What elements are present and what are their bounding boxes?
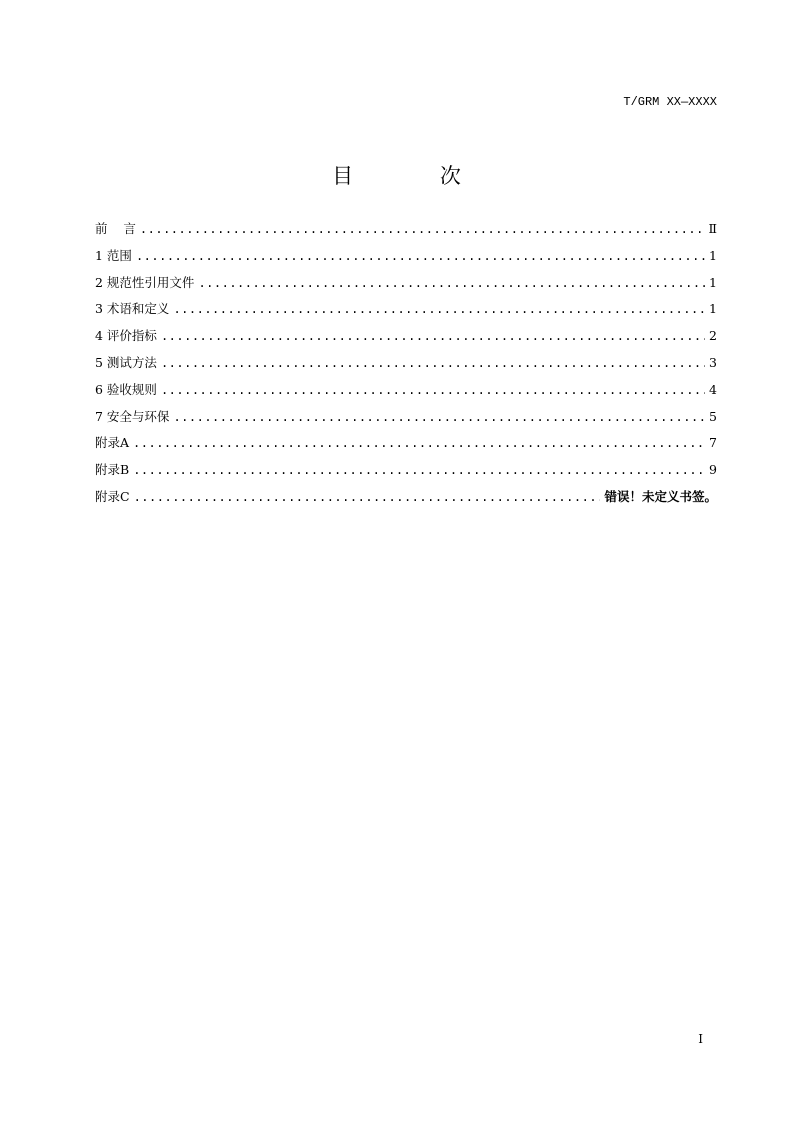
toc-entry-foreword[interactable] [95,219,717,246]
dot-leader [136,249,705,263]
document-code: T/GRM XX—XXXX [623,95,717,109]
toc-entry-page: 4 [709,381,717,397]
dot-leader [161,356,705,370]
toc-entry-terms-definitions[interactable] [95,299,717,326]
dot-leader [140,222,705,236]
dot-leader [133,463,705,477]
toc-entry-safety-environment[interactable] [95,407,717,434]
dot-leader [161,329,705,343]
toc-entry-page: 3 [709,354,717,370]
dot-leader [198,276,705,290]
toc-entry-page: 2 [709,328,717,344]
toc-entry-page: 5 [709,408,717,424]
toc-entry-label: 7 安全与环保 [95,408,170,424]
toc-entry-label: 6 验收规则 [95,381,157,397]
page-number: I [698,1032,703,1046]
dot-leader [161,383,705,397]
dot-leader [173,410,705,424]
toc-entry-page: 7 [709,435,717,451]
toc-entry-normative-references[interactable] [95,273,717,300]
dot-leader [173,302,705,316]
toc-entry-label: 1 范围 [95,247,132,263]
toc-entry-page: 1 [709,301,717,317]
toc-entry-appendix-c[interactable] [95,487,717,514]
toc-entry-label: 2 规范性引用文件 [95,274,195,290]
toc-entry-page: 9 [709,462,717,478]
toc-entry-label: 4 评价指标 [95,328,157,344]
toc-entry-label: 前 言 [95,221,136,236]
toc-entry-page: 1 [709,274,717,290]
toc-entry-scope[interactable] [95,246,717,273]
dot-leader [133,436,705,450]
toc-entry-label: 附录C [95,488,130,504]
toc-entry-label: 3 术语和定义 [95,301,170,317]
toc-entry-error-message: 错误！未定义书签。 [604,488,717,504]
toc-title: 目 次 [332,164,501,188]
toc-entry-evaluation-indicators[interactable] [95,326,717,353]
toc-entry-page: Ⅱ [708,221,717,236]
dot-leader [134,490,601,504]
toc-entry-acceptance-rules[interactable] [95,380,717,407]
toc-entry-appendix-a[interactable] [95,433,717,460]
toc-entry-appendix-b[interactable] [95,460,717,487]
toc-entry-page: 1 [709,247,717,263]
toc-entry-test-methods[interactable] [95,353,717,380]
table-of-contents [95,219,717,514]
toc-entry-label: 附录A [95,435,130,451]
toc-entry-label: 附录B [95,462,130,478]
toc-entry-label: 5 测试方法 [95,354,157,370]
